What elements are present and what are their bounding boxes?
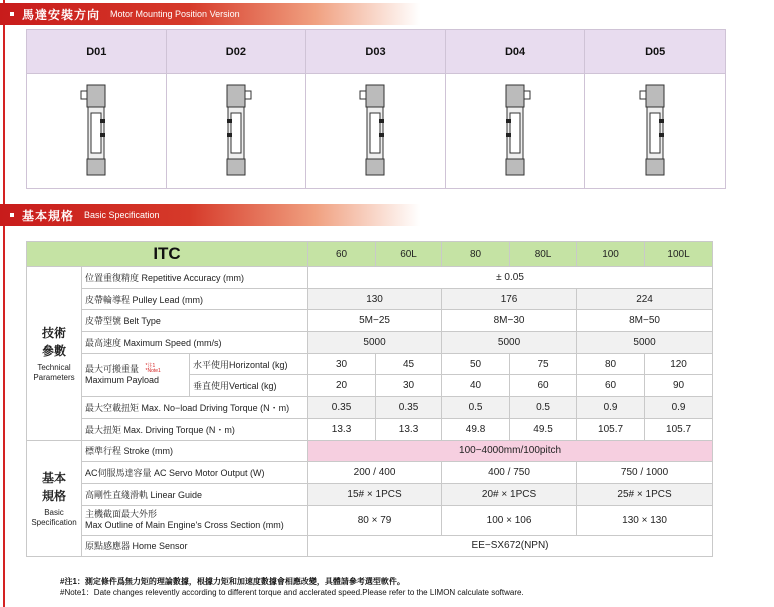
mount-label-d05: D05 [645, 45, 666, 58]
actuator-d01-icon [76, 81, 116, 181]
variant-60l: 60L [376, 242, 442, 267]
spec-section-header [0, 204, 420, 226]
mount-diagram-d01 [27, 74, 167, 188]
mount-diagram-d04 [446, 74, 586, 188]
table-row: AC伺服馬達容量 AC Servo Motor Output (W) 200 / 400 400 / 750 750 / 1000 [27, 462, 713, 484]
linear-guide-label: 高剛性直綫滑軌 Linear Guide [82, 483, 308, 505]
mounting-table [26, 29, 726, 189]
vertical-label: 垂直使用Vertical (kg) [190, 375, 308, 397]
technical-group-label: 技術 參數 Technical Parameters [27, 267, 82, 441]
table-row [27, 440, 713, 462]
mount-label-d04: D04 [446, 30, 586, 73]
variant-60: 60 [308, 242, 376, 267]
footnote-cn: #注1：測定條件爲無力矩的理論數據，根據力矩和加速度數據會相應改變，具體請參考選型軟件。 [60, 577, 405, 586]
actuator-d05-icon [635, 81, 675, 181]
mounting-title-en: Motor Mounting Position Version [110, 9, 240, 19]
actuator-d03-icon [355, 81, 395, 181]
table-row: 最大可搬重量 *注1 *Note1 Maximum Payload 水平使用Horizontal (kg) 30 45 50 75 80 120 [27, 353, 713, 375]
mount-label-d01: D01 [27, 30, 167, 73]
home-sensor-value: EE−SX672(NPN) [308, 535, 713, 557]
mount-diagram-d02 [167, 74, 307, 188]
spec-title-cn: 基本規格 [22, 208, 75, 223]
table-row: 皮帶型號 Belt Type 5M−25 8M−30 8M−50 [27, 310, 713, 332]
basic-group-label: 基本 規格 Basic Specification [27, 440, 82, 557]
table-row: 垂直使用Vertical (kg) 20 30 40 60 60 90 [27, 375, 713, 397]
table-row: 最大空載扭矩 Max. No−load Driving Torque (N・m) 0.35 0.35 0.5 0.5 0.9 0.9 [27, 397, 713, 419]
mount-diagram-d03 [306, 74, 446, 188]
variant-100: 100 [577, 242, 645, 267]
stroke-value: 100−4000mm/100pitch [308, 440, 713, 462]
belt-type-label: 皮帶型號 Belt Type [82, 310, 308, 332]
noload-torque-label: 最大空載扭矩 Max. No−load Driving Torque (N・m) [82, 397, 308, 419]
spec-header-row [27, 242, 713, 267]
actuator-d04-icon [495, 81, 535, 181]
table-row [27, 535, 713, 557]
spec-table [26, 241, 713, 557]
mounting-section-header [0, 3, 420, 25]
bullet-icon [10, 12, 14, 16]
table-row: 高剛性直綫滑軌 Linear Guide 15# × 1PCS 20# × 1PCS 25# × 1PCS [27, 483, 713, 505]
repeat-accuracy-value: ± 0.05 [308, 267, 713, 289]
table-row: 主機截面最大外形 Max Outline of Main Engine's Cross Section (mm) 80 × 79 100 × 106 130 × 130 [27, 505, 713, 535]
mounting-title-cn: 馬達安裝方向 [22, 7, 101, 22]
payload-label: 最大可搬重量 *注1 *Note1 Maximum Payload [82, 353, 190, 396]
spec-title-en: Basic Specification [84, 210, 160, 220]
mount-label-d03: D03 [306, 30, 446, 73]
table-row: 最高速度 Maximum Speed (mm/s) 5000 5000 5000 [27, 332, 713, 354]
bullet-icon [10, 213, 14, 217]
table-row: 皮帶輪導程 Pulley Lead (mm) 130 176 224 [27, 288, 713, 310]
stroke-label: 標準行程 Stroke (mm) [82, 440, 308, 462]
variant-100l: 100L [645, 242, 713, 267]
mount-diagram-d05 [585, 74, 725, 188]
footnote-en: #Note1：Date changes relevently according to different torque and acclerated speed.Please refer to the LIMON calculate software. [60, 588, 524, 597]
servo-output-label: AC伺服馬達容量 AC Servo Motor Output (W) [82, 462, 308, 484]
pulley-lead-label: 皮帶輪導程 Pulley Lead (mm) [82, 288, 308, 310]
table-row [27, 267, 713, 289]
variant-80l: 80L [510, 242, 577, 267]
repeat-accuracy-label: 位置重復精度 Repetitive Accuracy (mm) [82, 267, 308, 289]
variant-80: 80 [442, 242, 510, 267]
horizontal-label: 水平使用Horizontal (kg) [190, 353, 308, 375]
actuator-d02-icon [216, 81, 256, 181]
outline-label: 主機截面最大外形 Max Outline of Main Engine's Cross Section (mm) [82, 505, 308, 535]
mount-label-d02: D02 [167, 30, 307, 73]
table-row: 最大扭矩 Max. Driving Torque (N・m) 13.3 13.3 49.8 49.5 105.7 105.7 [27, 418, 713, 440]
max-speed-label: 最高速度 Maximum Speed (mm/s) [82, 332, 308, 354]
home-sensor-label: 原點感應器 Home Sensor [82, 535, 308, 557]
left-accent-line [3, 0, 5, 607]
footnotes [60, 576, 524, 598]
max-torque-label: 最大扭矩 Max. Driving Torque (N・m) [82, 418, 308, 440]
model-name: ITC [27, 242, 308, 267]
